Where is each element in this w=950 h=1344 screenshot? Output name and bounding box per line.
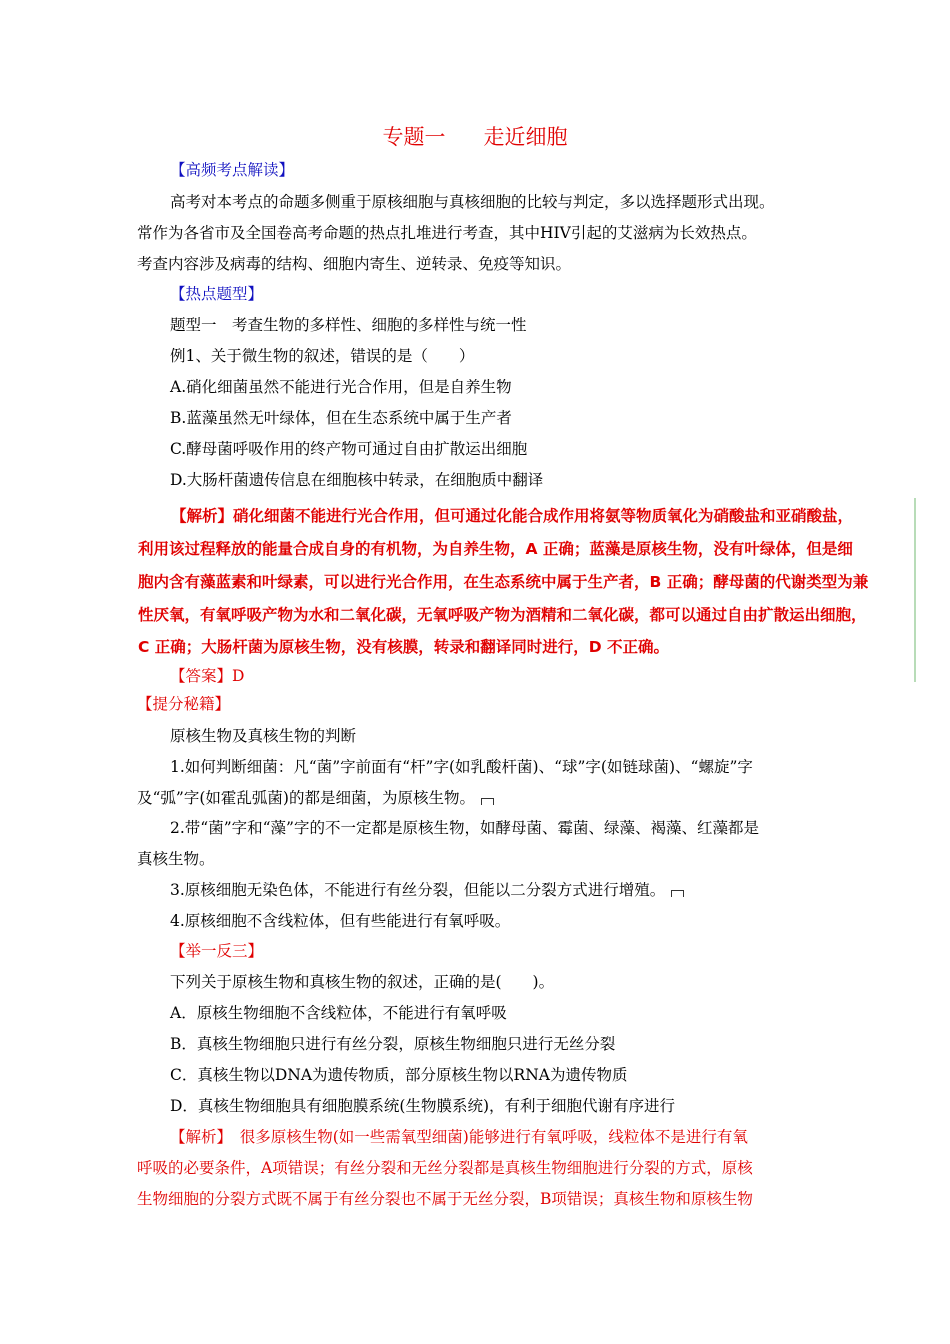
practice-option-c: C．真核生物以DNA为遗传物质，部分原核生物以RNA为遗传物质 xyxy=(170,1066,628,1084)
title-part-2: 走近细胞 xyxy=(483,125,568,149)
tifen-item-3-text: 3.原核细胞无染色体，不能进行有丝分裂，但能以二分裂方式进行增殖。 xyxy=(170,881,666,899)
edit-mark-icon xyxy=(481,798,494,805)
tifen-item-4: 4.原核细胞不含线粒体，但有些能进行有氧呼吸。 xyxy=(170,912,511,930)
analysis-line-3: 胞内含有藻蓝素和叶绿素，可以进行光合作用，在生态系统中属于生产者，B 正确；酵母菌的代谢类型为兼 xyxy=(138,573,869,591)
practice-option-b: B．真核生物细胞只进行有丝分裂，原核生物细胞只进行无丝分裂 xyxy=(170,1035,616,1053)
section-heading-redian: 【热点题型】 xyxy=(170,285,264,303)
intro-line-1: 高考对本考点的命题多侧重于原核细胞与真核细胞的比较与判定，多以选择题形式出现。 xyxy=(170,193,775,211)
edit-mark-icon xyxy=(671,890,684,897)
question-type-1: 题型一 考查生物的多样性、细胞的多样性与统一性 xyxy=(170,316,527,334)
analysis2-line-1: 【解析】 很多原核生物(如一些需氧型细菌)能够进行有氧呼吸，线粒体不是进行有氧 xyxy=(170,1128,748,1146)
tifen-title: 原核生物及真核生物的判断 xyxy=(170,727,357,745)
section-heading-juyi: 【举一反三】 xyxy=(170,942,264,960)
tifen-item-1: 1.如何判断细菌：凡“菌”字前面有“杆”字(如乳酸杆菌)、“球”字(如链球菌)、“螺旋”字 xyxy=(170,758,753,776)
analysis-line-4: 性厌氧，有氧呼吸产物为水和二氧化碳，无氧呼吸产物为酒精和二氧化碳，都可以通过自由扩散运出细胞， xyxy=(138,606,867,624)
tifen-item-1-cont-text: 及“弧”字(如霍乱弧菌)的都是细菌，为原核生物。 xyxy=(137,789,475,807)
tifen-item-2: 2.带“菌”字和“藻”字的不一定都是原核生物，如酵母菌、霉菌、绿藻、褐藻、红藻都是 xyxy=(170,819,759,837)
analysis-line-2: 利用该过程释放的能量合成自身的有机物，为自养生物，A 正确；蓝藻是原核生物，没有叶绿体，但是细 xyxy=(138,540,853,558)
example-option-a: A.硝化细菌虽然不能进行光合作用，但是自养生物 xyxy=(170,378,512,396)
practice-option-a: A．原核生物细胞不含线粒体，不能进行有氧呼吸 xyxy=(170,1004,507,1022)
intro-line-2: 常作为各省市及全国卷高考命题的热点扎堆进行考查，其中HIV引起的艾滋病为长效热点。 xyxy=(137,224,757,242)
example-question: 例1、关于微生物的叙述，错误的是（ ） xyxy=(170,347,475,365)
analysis-line-5: C 正确；大肠杆菌为原核生物，没有核膜，转录和翻译同时进行，D 不正确。 xyxy=(138,638,670,656)
practice-option-d: D．真核生物细胞具有细胞膜系统(生物膜系统)，有利于细胞代谢有序进行 xyxy=(170,1097,676,1115)
example-option-b: B.蓝藻虽然无叶绿体，但在生态系统中属于生产者 xyxy=(170,409,512,427)
intro-line-3: 考查内容涉及病毒的结构、细胞内寄生、逆转录、免疫等知识。 xyxy=(137,255,572,273)
analysis2-line-3: 生物细胞的分裂方式既不属于有丝分裂也不属于无丝分裂，B项错误；真核生物和原核生物 xyxy=(137,1190,753,1208)
section-heading-tifen: 【提分秘籍】 xyxy=(137,695,231,713)
practice-question: 下列关于原核生物和真核生物的叙述，正确的是( )。 xyxy=(170,973,555,991)
example-option-c: C.酵母菌呼吸作用的终产物可通过自由扩散运出细胞 xyxy=(170,440,528,458)
section-heading-gaopin: 【高频考点解读】 xyxy=(170,161,295,179)
page-title xyxy=(0,124,950,150)
answer-label: 【答案】D xyxy=(170,667,245,685)
tifen-item-1-cont xyxy=(137,788,494,808)
title-part-1: 专题一 xyxy=(382,125,446,149)
example-option-d: D.大肠杆菌遗传信息在细胞核中转录，在细胞质中翻译 xyxy=(170,471,544,489)
tifen-item-2-cont: 真核生物。 xyxy=(137,850,215,868)
analysis2-line-2: 呼吸的必要条件，A项错误；有丝分裂和无丝分裂都是真核生物细胞进行分裂的方式，原核 xyxy=(137,1159,753,1177)
tifen-item-3 xyxy=(170,880,684,900)
analysis-line-1: 【解析】硝化细菌不能进行光合作用，但可通过化能合成作用将氨等物质氧化为硝酸盐和亚硝酸盐， xyxy=(171,507,854,525)
